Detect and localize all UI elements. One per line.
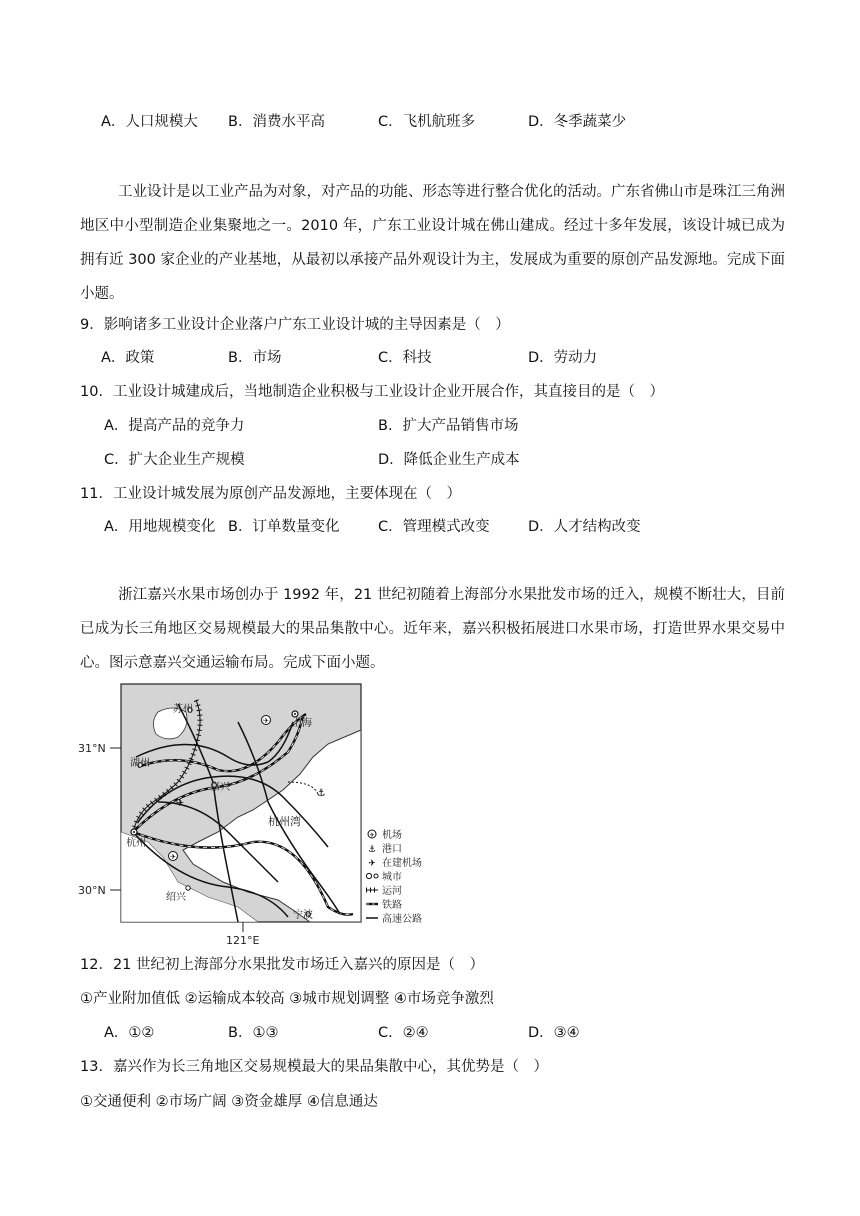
label-hangzhou: 杭州 bbox=[126, 838, 146, 849]
q8-option-c: C．飞机航班多 bbox=[378, 114, 476, 130]
legend-port-icon: ⚓ bbox=[367, 845, 377, 855]
legend-building-airport-label: 在建机场 bbox=[382, 858, 422, 869]
label-huzhou: 湖州 bbox=[130, 758, 150, 769]
label-ningbo: 宁波 bbox=[293, 910, 313, 921]
label-lon-121: 121°E bbox=[226, 934, 260, 947]
legend-city-label: 城市 bbox=[382, 872, 402, 883]
map-svg bbox=[78, 682, 438, 952]
q13-items: ①交通便利 ②市场广阔 ③资金雄厚 ④信息通达 bbox=[80, 1094, 378, 1110]
legend-building-airport-icon: ✈ bbox=[368, 859, 376, 869]
legend-airport-label: 机场 bbox=[382, 830, 402, 841]
q10-stem: 10．工业设计城建成后，当地制造企业积极与工业设计企业开展合作，其直接目的是（ ） bbox=[80, 384, 664, 400]
label-shanghai: 上海 bbox=[292, 718, 312, 729]
q11-option-c: C．管理模式改变 bbox=[378, 519, 490, 535]
shaoxing-marker bbox=[186, 886, 190, 890]
label-lat-30: 30°N bbox=[78, 884, 106, 897]
q8-option-d: D．冬季蔬菜少 bbox=[528, 114, 627, 130]
port-icon: ⚓ bbox=[316, 788, 326, 799]
q13-stem: 13．嘉兴作为长三角地区交易规模最大的果品集散中心，其优势是（ ） bbox=[80, 1059, 548, 1075]
airport-icon-hangzhou-glyph: ✈ bbox=[170, 853, 176, 861]
jiaxing-transport-map bbox=[78, 682, 438, 952]
q12-option-a: A．①② bbox=[104, 1025, 155, 1041]
q10-option-d: D．降低企业生产成本 bbox=[378, 452, 520, 468]
q11-option-b: B．订单数量变化 bbox=[228, 519, 340, 535]
q12-option-c: C．②④ bbox=[378, 1025, 429, 1041]
legend-railway-label: 铁路 bbox=[382, 900, 402, 911]
hangzhou-marker-dot bbox=[133, 831, 135, 833]
q11-option-a: A．用地规模变化 bbox=[104, 519, 216, 535]
label-shaoxing: 绍兴 bbox=[166, 892, 186, 903]
legend-canal-label: 运河 bbox=[382, 886, 402, 897]
q12-items: ①产业附加值低 ②运输成本较高 ③城市规划调整 ④市场竞争激烈 bbox=[80, 991, 494, 1007]
legend-port-label: 港口 bbox=[382, 844, 402, 855]
label-suzhou: 苏州 bbox=[173, 704, 193, 715]
q8-option-b: B．消费水平高 bbox=[228, 114, 325, 130]
label-lat-31: 31°N bbox=[78, 742, 106, 755]
q10-option-b: B．扩大产品销售市场 bbox=[378, 418, 519, 434]
svg-text:✈: ✈ bbox=[369, 832, 375, 839]
q9-option-c: C．科技 bbox=[378, 350, 432, 366]
q9-stem: 9．影响诸多工业设计企业落户广东工业设计城的主导因素是（ ） bbox=[80, 317, 510, 333]
passage-industrial-design-text: 工业设计是以工业产品为对象，对产品的功能、形态等进行整合优化的活动。广东省佛山市是珠江三角洲地区中小型制造企业集聚地之一。2010 年，广东工业设计城在佛山建成。经过十多年发展，该设计城已成为拥有近 300 家企业的产业基地，从最初以承接产品外观设计为主，发展成为重要的原创产品发源地。完成下面小题。 bbox=[80, 184, 785, 302]
q10-option-a: A．提高产品的竞争力 bbox=[104, 418, 245, 434]
q8-option-a: A．人口规模大 bbox=[101, 114, 198, 130]
label-jiaxing: 嘉兴 bbox=[210, 782, 230, 793]
q12-option-d: D．③④ bbox=[528, 1025, 580, 1041]
q12-stem: 12．21 世纪初上海部分水果批发市场迁入嘉兴的原因是（ ） bbox=[80, 957, 485, 973]
legend-city-icon-minor bbox=[374, 874, 378, 878]
label-hangzhou-bay: 杭州湾 bbox=[268, 815, 301, 828]
map-legend bbox=[366, 828, 422, 925]
building-airport-icon: ✈ bbox=[175, 798, 185, 809]
q10-option-c: C．扩大企业生产规模 bbox=[104, 452, 245, 468]
q9-option-d: D．劳动力 bbox=[528, 350, 598, 366]
q9-option-a: A．政策 bbox=[101, 350, 155, 366]
airport-icon-shanghai-glyph: ✈ bbox=[263, 717, 269, 725]
legend-expressway-label: 高速公路 bbox=[382, 914, 422, 925]
legend-city-icon-major bbox=[366, 873, 371, 878]
q9-option-b: B．市场 bbox=[228, 350, 282, 366]
q12-option-b: B．①③ bbox=[228, 1025, 279, 1041]
passage-jiaxing-fruit bbox=[80, 578, 785, 680]
q11-option-d: D．人才结构改变 bbox=[528, 519, 641, 535]
shanghai-marker-dot bbox=[294, 713, 296, 715]
passage-industrial-design bbox=[80, 175, 785, 311]
q11-stem: 11．工业设计城发展为原创产品发源地，主要体现在（ ） bbox=[80, 486, 461, 502]
passage-jiaxing-fruit-text: 浙江嘉兴水果市场创办于 1992 年，21 世纪初随着上海部分水果批发市场的迁入，规模不断壮大，目前已成为长三角地区交易规模最大的果品集散中心。近年来，嘉兴积极拓展进口水果市场，打造世界水果交易中心。图示意嘉兴交通运输布局。完成下面小题。 bbox=[80, 587, 785, 671]
